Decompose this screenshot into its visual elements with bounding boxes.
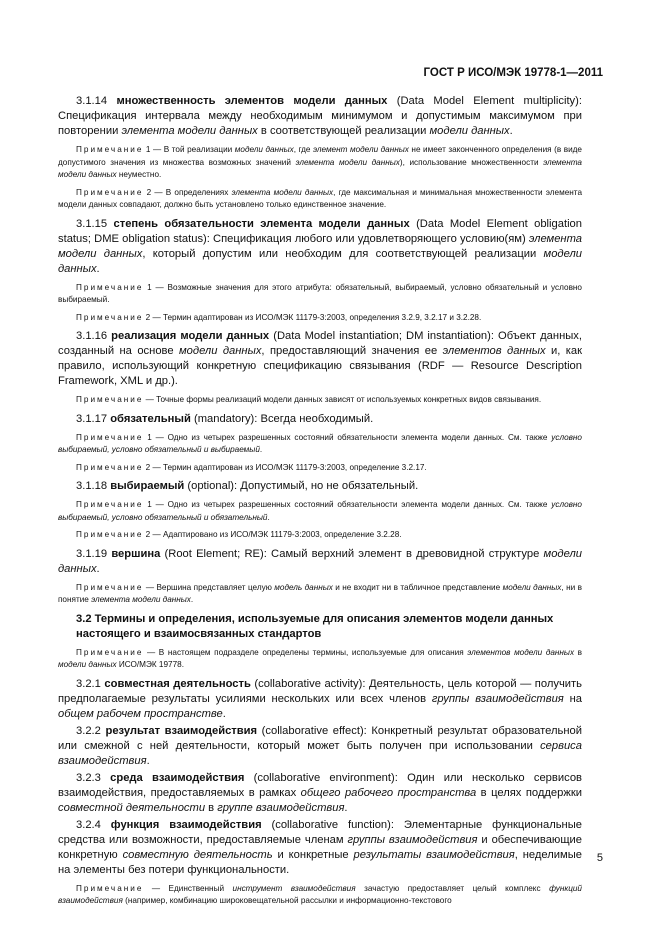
italic-term-ref: группе взаимодействия: [217, 801, 345, 814]
note-paragraph: [58, 582, 582, 607]
term-definition: [58, 677, 582, 722]
term-name: среда взаимодействия: [110, 771, 245, 784]
italic-term-ref: результаты взаимодействия: [353, 848, 515, 861]
note-label: Примечание: [76, 462, 144, 472]
text-run: (collaborative environment): Один или несколько сервисов взаимодействия, предоставляемых в рамках: [58, 771, 582, 799]
term-definition: [58, 217, 582, 277]
text-run: в соответствующей реализации: [257, 125, 430, 137]
text-run: 1 — Возможные значения для этого атрибута: обязательный, выбираемый, условно обязательный и условно выбираемый.: [58, 282, 582, 304]
text-run: (collaborative function): Элементарные функциональные средства или возможности, предоставляемые членам: [58, 818, 582, 846]
text-run: 3.1.17: [76, 412, 111, 425]
term-name: реализация модели данных: [111, 330, 270, 342]
italic-term-ref: группы взаимодействия: [347, 833, 478, 846]
note-label: Примечание: [76, 432, 144, 442]
note-label: Примечание: [76, 187, 144, 197]
italic-term-ref: элемента модели данных: [91, 595, 191, 604]
italic-term-ref: элемент модели данных: [313, 145, 409, 154]
term-name: совместная деятельность: [104, 677, 251, 690]
italic-term-ref: элемента модели данных: [231, 187, 334, 197]
text-run: и конкретные: [272, 848, 354, 861]
text-run: (Data Model Element obligation status; DME obligation status): Спецификация любого или удовлетворяющего условию(ям): [58, 217, 583, 245]
italic-term-ref: модели данных: [58, 247, 582, 275]
term-definition: [58, 771, 582, 816]
note-label: Примечание: [76, 530, 144, 539]
note-paragraph: [58, 462, 582, 475]
text-run: (optional): Допустимый, но не обязательный.: [184, 480, 419, 492]
italic-term-ref: условно выбираемый, условно обязательный и обязательный: [58, 500, 582, 522]
italic-term-ref: функций взаимодействия: [58, 883, 582, 905]
term-definition: [58, 724, 582, 769]
note-paragraph: [58, 394, 582, 407]
text-run: , предоставляющий значения ее: [261, 345, 443, 357]
text-run: в целях поддержки: [476, 786, 582, 799]
text-run: 1 — Одно из четырех разрешенных состояний обязательности элемента модели данных. См. также: [143, 432, 552, 442]
text-run: и обеспечивающие конкретную: [58, 833, 582, 861]
text-run: , неделимые на элементы без потери функциональности.: [58, 848, 582, 876]
italic-term-ref: элемента модели данных: [295, 157, 400, 167]
text-run: не имеет законченного определения (в виде допустимого значения из множества возможных значений: [58, 145, 582, 167]
standard-header: ГОСТ Р ИСО/МЭК 19778-1—2011: [423, 67, 603, 79]
term-name: выбираемый: [110, 480, 185, 492]
text-run: 2 — Термин адаптирован из ИСО/МЭК 11179-3:2003, определение 3.2.17.: [143, 462, 427, 472]
italic-term-ref: условно выбираемый, условно обязательный и выбираемый: [58, 432, 582, 454]
italic-term-ref: общем рабочем пространстве: [58, 707, 223, 720]
text-run: в: [205, 801, 218, 814]
term-definition: [58, 94, 582, 139]
note-paragraph: [58, 187, 582, 212]
note-paragraph: [58, 883, 582, 908]
italic-term-ref: модели данных: [429, 125, 510, 137]
text-run: 2 — Адаптировано из ИСО/МЭК 11179-3:2003, определение 3.2.28.: [143, 530, 402, 539]
text-run: 3.1.19: [76, 547, 112, 560]
text-run: (collaborative effect): Конкретный результат образовательной или смежной с ней деятельности, который может быть получен при использовании: [58, 724, 582, 752]
text-run: .: [344, 801, 348, 814]
text-run: .: [509, 125, 513, 137]
note-paragraph: [58, 432, 582, 457]
text-run: (Root Element; RE): Самый верхний элемент в древовидной структуре: [160, 547, 544, 560]
italic-term-ref: группы взаимодействия: [431, 692, 564, 705]
text-run: в: [574, 647, 583, 657]
term-name: результат взаимодействия: [105, 724, 258, 737]
text-run: .: [96, 262, 100, 275]
page-number: 5: [596, 852, 603, 864]
term-name: степень обязательности элемента модели данных: [113, 217, 410, 230]
text-run: на: [563, 692, 583, 705]
italic-term-ref: модели данных: [58, 660, 117, 669]
term-definition: [58, 412, 582, 427]
italic-term-ref: модели данных: [502, 582, 562, 592]
note-paragraph: [58, 499, 582, 524]
term-definition: [58, 479, 582, 494]
italic-term-ref: элемента модели данных: [121, 125, 258, 137]
text-run: (mandatory): Всегда необходимый.: [190, 412, 374, 425]
italic-term-ref: сервиса взаимодействия: [58, 739, 582, 767]
italic-term-ref: совместную деятельность: [122, 848, 273, 861]
text-run: 3.2.4: [76, 818, 111, 831]
note-paragraph: [58, 312, 582, 325]
text-run: (collaborative activity): Деятельность, цель которой — получить предполагаемые результаты усилиями нескольких или всех членов: [58, 677, 582, 705]
text-run: 3.1.15: [76, 217, 114, 230]
note-paragraph: [58, 647, 582, 672]
text-run: , где: [293, 145, 314, 154]
text-run: .: [96, 562, 100, 575]
text-run: — В настоящем подразделе определены термины, используемые для описания: [143, 647, 468, 657]
text-run: 2 — Термин адаптирован из ИСО/МЭК 11179-3:2003, определения 3.2.9, 3.2.17 и 3.2.28.: [143, 312, 482, 322]
note-label: Примечание: [76, 282, 144, 292]
term-definition: [58, 329, 582, 389]
note-label: Примечание: [76, 500, 144, 509]
note-label: Примечание: [76, 582, 144, 592]
italic-term-ref: модель данных: [274, 582, 333, 592]
text-run: .: [222, 707, 226, 720]
term-definition: [58, 547, 582, 577]
term-name: обязательный: [110, 412, 191, 425]
document-body: [58, 94, 582, 913]
italic-term-ref: общего рабочего пространства: [300, 786, 477, 799]
text-run: — Единственный: [143, 883, 233, 893]
text-run: .: [267, 512, 270, 522]
italic-term-ref: элемента модели данных: [58, 157, 582, 179]
italic-term-ref: элементов модели данных: [467, 647, 575, 657]
text-run: и не входит ни в табличное представление: [332, 582, 503, 592]
text-run: .: [146, 754, 150, 767]
text-run: .: [259, 445, 263, 454]
italic-term-ref: модели данных: [234, 145, 294, 154]
text-run: и, как правило, использующий конкретную спецификацию связывания (RDF — Resource Description Framework, XML и др.).: [58, 345, 583, 387]
text-run: 3.1.16: [76, 330, 112, 342]
italic-term-ref: модели данных: [179, 345, 262, 357]
term-name: функция взаимодействия: [110, 818, 262, 831]
italic-term-ref: элемента модели данных: [58, 232, 582, 260]
text-run: 1 — Одно из четырех разрешенных состояний обязательности элемента модели данных. См. также: [143, 500, 552, 509]
italic-term-ref: модели данных: [58, 547, 582, 575]
italic-term-ref: инструмент взаимодействия: [232, 883, 356, 893]
text-run: 1 — В той реализации: [143, 145, 235, 154]
note-paragraph: [58, 282, 582, 307]
text-run: ), использование множественности: [399, 157, 544, 167]
italic-term-ref: элементов данных: [442, 345, 546, 357]
note-label: Примечание: [76, 647, 144, 657]
text-run: (например, комбинацию широковещательной рассылки и информационно-текстового: [122, 896, 452, 905]
section-heading: [58, 612, 582, 642]
italic-term-ref: совместной деятельности: [58, 801, 206, 814]
text-run: зачастую предоставляет целый комплекс: [355, 883, 550, 893]
note-label: Примечание: [76, 145, 144, 154]
note-paragraph: [58, 529, 582, 542]
text-run: — Вершина представляет целую: [143, 582, 275, 592]
text-run: 3.2 Термины и определения, используемые для описания элементов модели данных настоящего и взаимосвязанных стандартов: [76, 612, 554, 640]
text-run: .: [190, 595, 194, 604]
text-run: , где максимальная и минимальная множественности элемента модели данных совпадают, должно быть установлено только единственное значение.: [58, 187, 582, 209]
text-run: , который допустим или необходим для соответствующей реализации: [142, 247, 544, 260]
text-run: 3.1.18: [76, 480, 111, 492]
text-run: 3.2.2: [76, 724, 106, 737]
text-run: (Data Model Element multiplicity): Спецификация интервала между необходимым минимумом и допустимым максимумом при повторении: [58, 95, 582, 137]
note-paragraph: [58, 144, 582, 182]
text-run: — Точные формы реализаций модели данных зависят от используемых конкретных видов связывания.: [143, 395, 542, 404]
text-run: (Data Model instantiation; DM instantiation): Объект данных, созданный на основе: [58, 330, 582, 357]
note-label: Примечание: [76, 395, 144, 404]
text-run: , ни в понятие: [58, 582, 582, 604]
note-label: Примечание: [76, 883, 144, 893]
note-label: Примечание: [76, 312, 144, 322]
term-definition: [58, 818, 582, 878]
text-run: ИСО/МЭК 19778.: [116, 660, 184, 669]
text-run: неуместно.: [116, 170, 162, 179]
text-run: 3.2.1: [76, 677, 105, 690]
text-run: 2 — В определениях: [143, 187, 232, 197]
term-name: множественность элементов модели данных: [116, 95, 388, 107]
term-name: вершина: [111, 547, 161, 560]
text-run: 3.2.3: [76, 771, 111, 784]
text-run: 3.1.14: [76, 95, 117, 107]
